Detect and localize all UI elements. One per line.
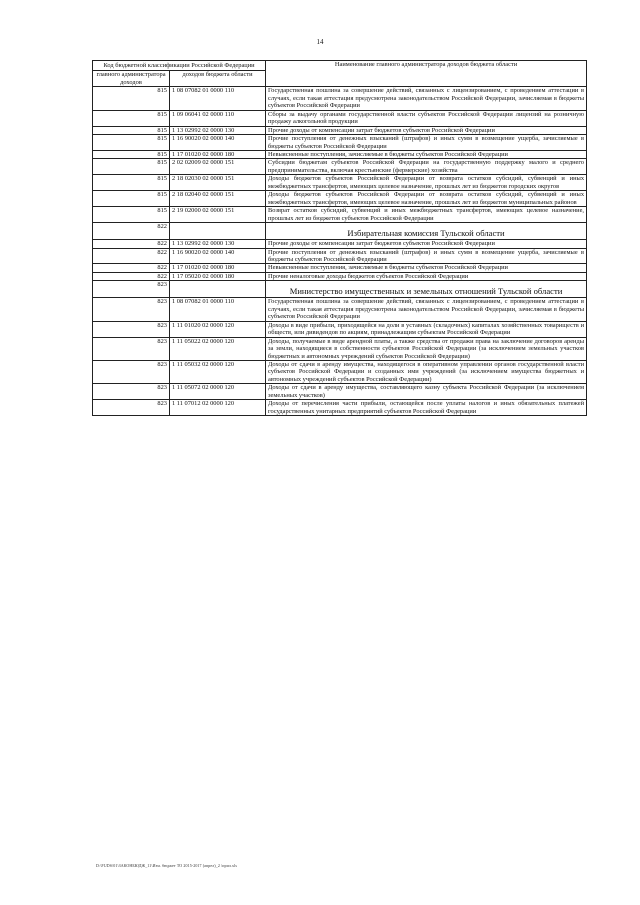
income-description-cell: Доходы в виде прибыли, приходящейся на доли в уставных (складочных) капиталах хозяйственных товариществ и обществ, или дивидендов по акциям, принадлежащим субъектам Российской Федерации	[266, 321, 587, 337]
table-row	[93, 87, 587, 110]
admin-code-cell: 815	[93, 175, 170, 191]
admin-code-cell: 815	[93, 150, 170, 158]
income-code-cell: 1 16 90020 02 0000 140	[170, 248, 266, 264]
income-code-cell: 1 13 02992 02 0000 130	[170, 126, 266, 134]
table-body	[93, 87, 587, 416]
table-row	[93, 248, 587, 264]
organization-name: Министерство имущественных и земельных отношений Тульской области	[266, 281, 587, 298]
table-row	[93, 135, 587, 151]
table-row	[93, 264, 587, 272]
admin-code-cell: 823	[93, 298, 170, 321]
header-budget-code-group: Код бюджетной классификации Российской Федерации	[93, 61, 266, 71]
table-row	[93, 207, 587, 223]
income-description-cell: Невыясненные поступления, зачисляемые в бюджеты субъектов Российской Федерации	[266, 150, 587, 158]
admin-code-cell: 815	[93, 159, 170, 175]
table-row	[93, 272, 587, 280]
income-description-cell: Доходы от сдачи в аренду имущества, находящегося в оперативном управлении органов государственной власти субъектов Российской Федерации и созданных ими учреждений (за исключением имущества бюджетных и автономных учреждений субъектов Российской Федерации)	[266, 360, 587, 383]
admin-code-cell: 822	[93, 223, 170, 240]
table-row	[93, 150, 587, 158]
income-description-cell: Прочие доходы от компенсации затрат бюджетов субъектов Российской Федерации	[266, 126, 587, 134]
income-description-cell: Доходы, получаемые в виде арендной платы, а также средства от продажи права на заключение договоров аренды за земли, находящиеся в собственности субъектов Российской Федерации (за исключением земельных участков бюджетных и автономных учреждений субъектов Российской Федерации)	[266, 337, 587, 360]
income-code-cell: 1 11 07012 02 0000 120	[170, 400, 266, 416]
income-code-cell: 1 17 01020 02 0000 180	[170, 150, 266, 158]
admin-code-cell: 823	[93, 384, 170, 400]
admin-code-cell: 815	[93, 207, 170, 223]
income-code-cell: 1 08 07082 01 0000 110	[170, 298, 266, 321]
income-description-cell: Субсидии бюджетам субъектов Российской Федерации на государственную поддержку малого и среднего предпринимательства, включая крестьянские (фермерские) хозяйства	[266, 159, 587, 175]
income-code-cell: 1 16 90020 02 0000 140	[170, 135, 266, 151]
admin-code-cell: 822	[93, 264, 170, 272]
admin-code-cell: 815	[93, 110, 170, 126]
table-row	[93, 126, 587, 134]
table-row	[93, 337, 587, 360]
income-admin-table	[92, 60, 587, 416]
income-description-cell: Доходы бюджетов субъектов Российской Федерации от возврата остатков субсидий, субвенций и иных межбюджетных трансфертов, имеющих целевое назначение, прошлых лет из бюджетов городских округов	[266, 175, 587, 191]
income-description-cell: Возврат остатков субсидий, субвенций и иных межбюджетных трансфертов, имеющих целевое назначение, прошлых лет из бюджетов субъектов Российской Федерации	[266, 207, 587, 223]
income-code-cell: 1 13 02992 02 0000 130	[170, 240, 266, 248]
organization-row	[93, 281, 587, 298]
income-code-cell: 1 17 05020 02 0000 180	[170, 272, 266, 280]
income-description-cell: Государственная пошлина за совершение действий, связанных с лицензированием, с проведением аттестации в случаях, если такая аттестация предусмотрена законодательством Российской Федерации, зачисляемая в бюджеты субъектов Российской Федерации	[266, 87, 587, 110]
page-number: 14	[316, 38, 324, 46]
income-code-cell	[170, 223, 266, 240]
income-code-cell: 2 18 02030 02 0000 151	[170, 175, 266, 191]
admin-code-cell: 815	[93, 126, 170, 134]
admin-code-cell: 823	[93, 281, 170, 298]
income-description-cell: Сборы за выдачу органами государственной власти субъектов Российской Федерации лицензий на розничную продажу алкогольной продукции	[266, 110, 587, 126]
income-code-cell: 1 11 05032 02 0000 120	[170, 360, 266, 383]
organization-row	[93, 223, 587, 240]
admin-code-cell: 822	[93, 272, 170, 280]
income-description-cell: Невыясненные поступления, зачисляемые в бюджеты субъектов Российской Федерации	[266, 264, 587, 272]
file-path-footer: D:\FUDS\01\ЗАКОНБЮДЖ_11\Изм. бюджет ТО 2015-2017 (апрел)_2 \прил.xls	[96, 863, 237, 868]
admin-code-cell: 815	[93, 191, 170, 207]
organization-name: Избирательная комиссия Тульской области	[266, 223, 587, 240]
income-code-cell: 2 02 02009 02 0000 151	[170, 159, 266, 175]
income-code-cell: 1 08 07082 01 0000 110	[170, 87, 266, 110]
admin-code-cell: 815	[93, 135, 170, 151]
income-code-cell: 1 17 01020 02 0000 180	[170, 264, 266, 272]
table-row	[93, 175, 587, 191]
table-row	[93, 384, 587, 400]
income-description-cell: Прочие поступления от денежных взысканий (штрафов) и иных сумм в возмещение ущерба, зачисляемые в бюджеты субъектов Российской Федерации	[266, 248, 587, 264]
table-row	[93, 191, 587, 207]
income-description-cell: Доходы бюджетов субъектов Российской Федерации от возврата остатков субсидий, субвенций и иных межбюджетных трансфертов, имеющих целевое назначение, прошлых лет из бюджетов муниципальных районов	[266, 191, 587, 207]
table-row	[93, 360, 587, 383]
income-description-cell: Государственная пошлина за совершение действий, связанных с лицензированием, с проведением аттестации в случаях, если такая аттестация предусмотрена законодательством Российской Федерации, зачисляемая в бюджеты субъектов Российской Федерации	[266, 298, 587, 321]
table-row	[93, 298, 587, 321]
income-description-cell: Прочие поступления от денежных взысканий (штрафов) и иных сумм в возмещение ущерба, зачисляемые в бюджеты субъектов Российской Федерации	[266, 135, 587, 151]
header-income-column: доходов бюджета области	[170, 71, 266, 87]
admin-code-cell: 815	[93, 87, 170, 110]
admin-code-cell: 823	[93, 400, 170, 416]
income-code-cell	[170, 281, 266, 298]
table-row	[93, 240, 587, 248]
income-description-cell: Доходы от перечисления части прибыли, остающейся после уплаты налогов и иных обязательных платежей государственных унитарных предприятий субъектов Российской Федерации	[266, 400, 587, 416]
table-row	[93, 400, 587, 416]
header-admin-column: главного администратора доходов	[93, 71, 170, 87]
admin-code-cell: 822	[93, 248, 170, 264]
admin-code-cell: 823	[93, 321, 170, 337]
income-code-cell: 1 11 05022 02 0000 120	[170, 337, 266, 360]
income-description-cell: Доходы от сдачи в аренду имущества, составляющего казну субъекта Российской Федерации (за исключением земельных участков)	[266, 384, 587, 400]
income-code-cell: 1 09 06041 02 0000 110	[170, 110, 266, 126]
header-name-column: Наименование главного администратора доходов бюджета области	[266, 61, 587, 87]
table-row	[93, 110, 587, 126]
admin-code-cell: 823	[93, 360, 170, 383]
table-row	[93, 321, 587, 337]
income-description-cell: Прочие доходы от компенсации затрат бюджетов субъектов Российской Федерации	[266, 240, 587, 248]
income-code-cell: 2 18 02040 02 0000 151	[170, 191, 266, 207]
admin-code-cell: 823	[93, 337, 170, 360]
income-code-cell: 1 11 05072 02 0000 120	[170, 384, 266, 400]
income-code-cell: 2 19 02000 02 0000 151	[170, 207, 266, 223]
admin-code-cell: 822	[93, 240, 170, 248]
table-row	[93, 159, 587, 175]
income-description-cell: Прочие неналоговые доходы бюджетов субъектов Российской Федерации	[266, 272, 587, 280]
income-code-cell: 1 11 01020 02 0000 120	[170, 321, 266, 337]
